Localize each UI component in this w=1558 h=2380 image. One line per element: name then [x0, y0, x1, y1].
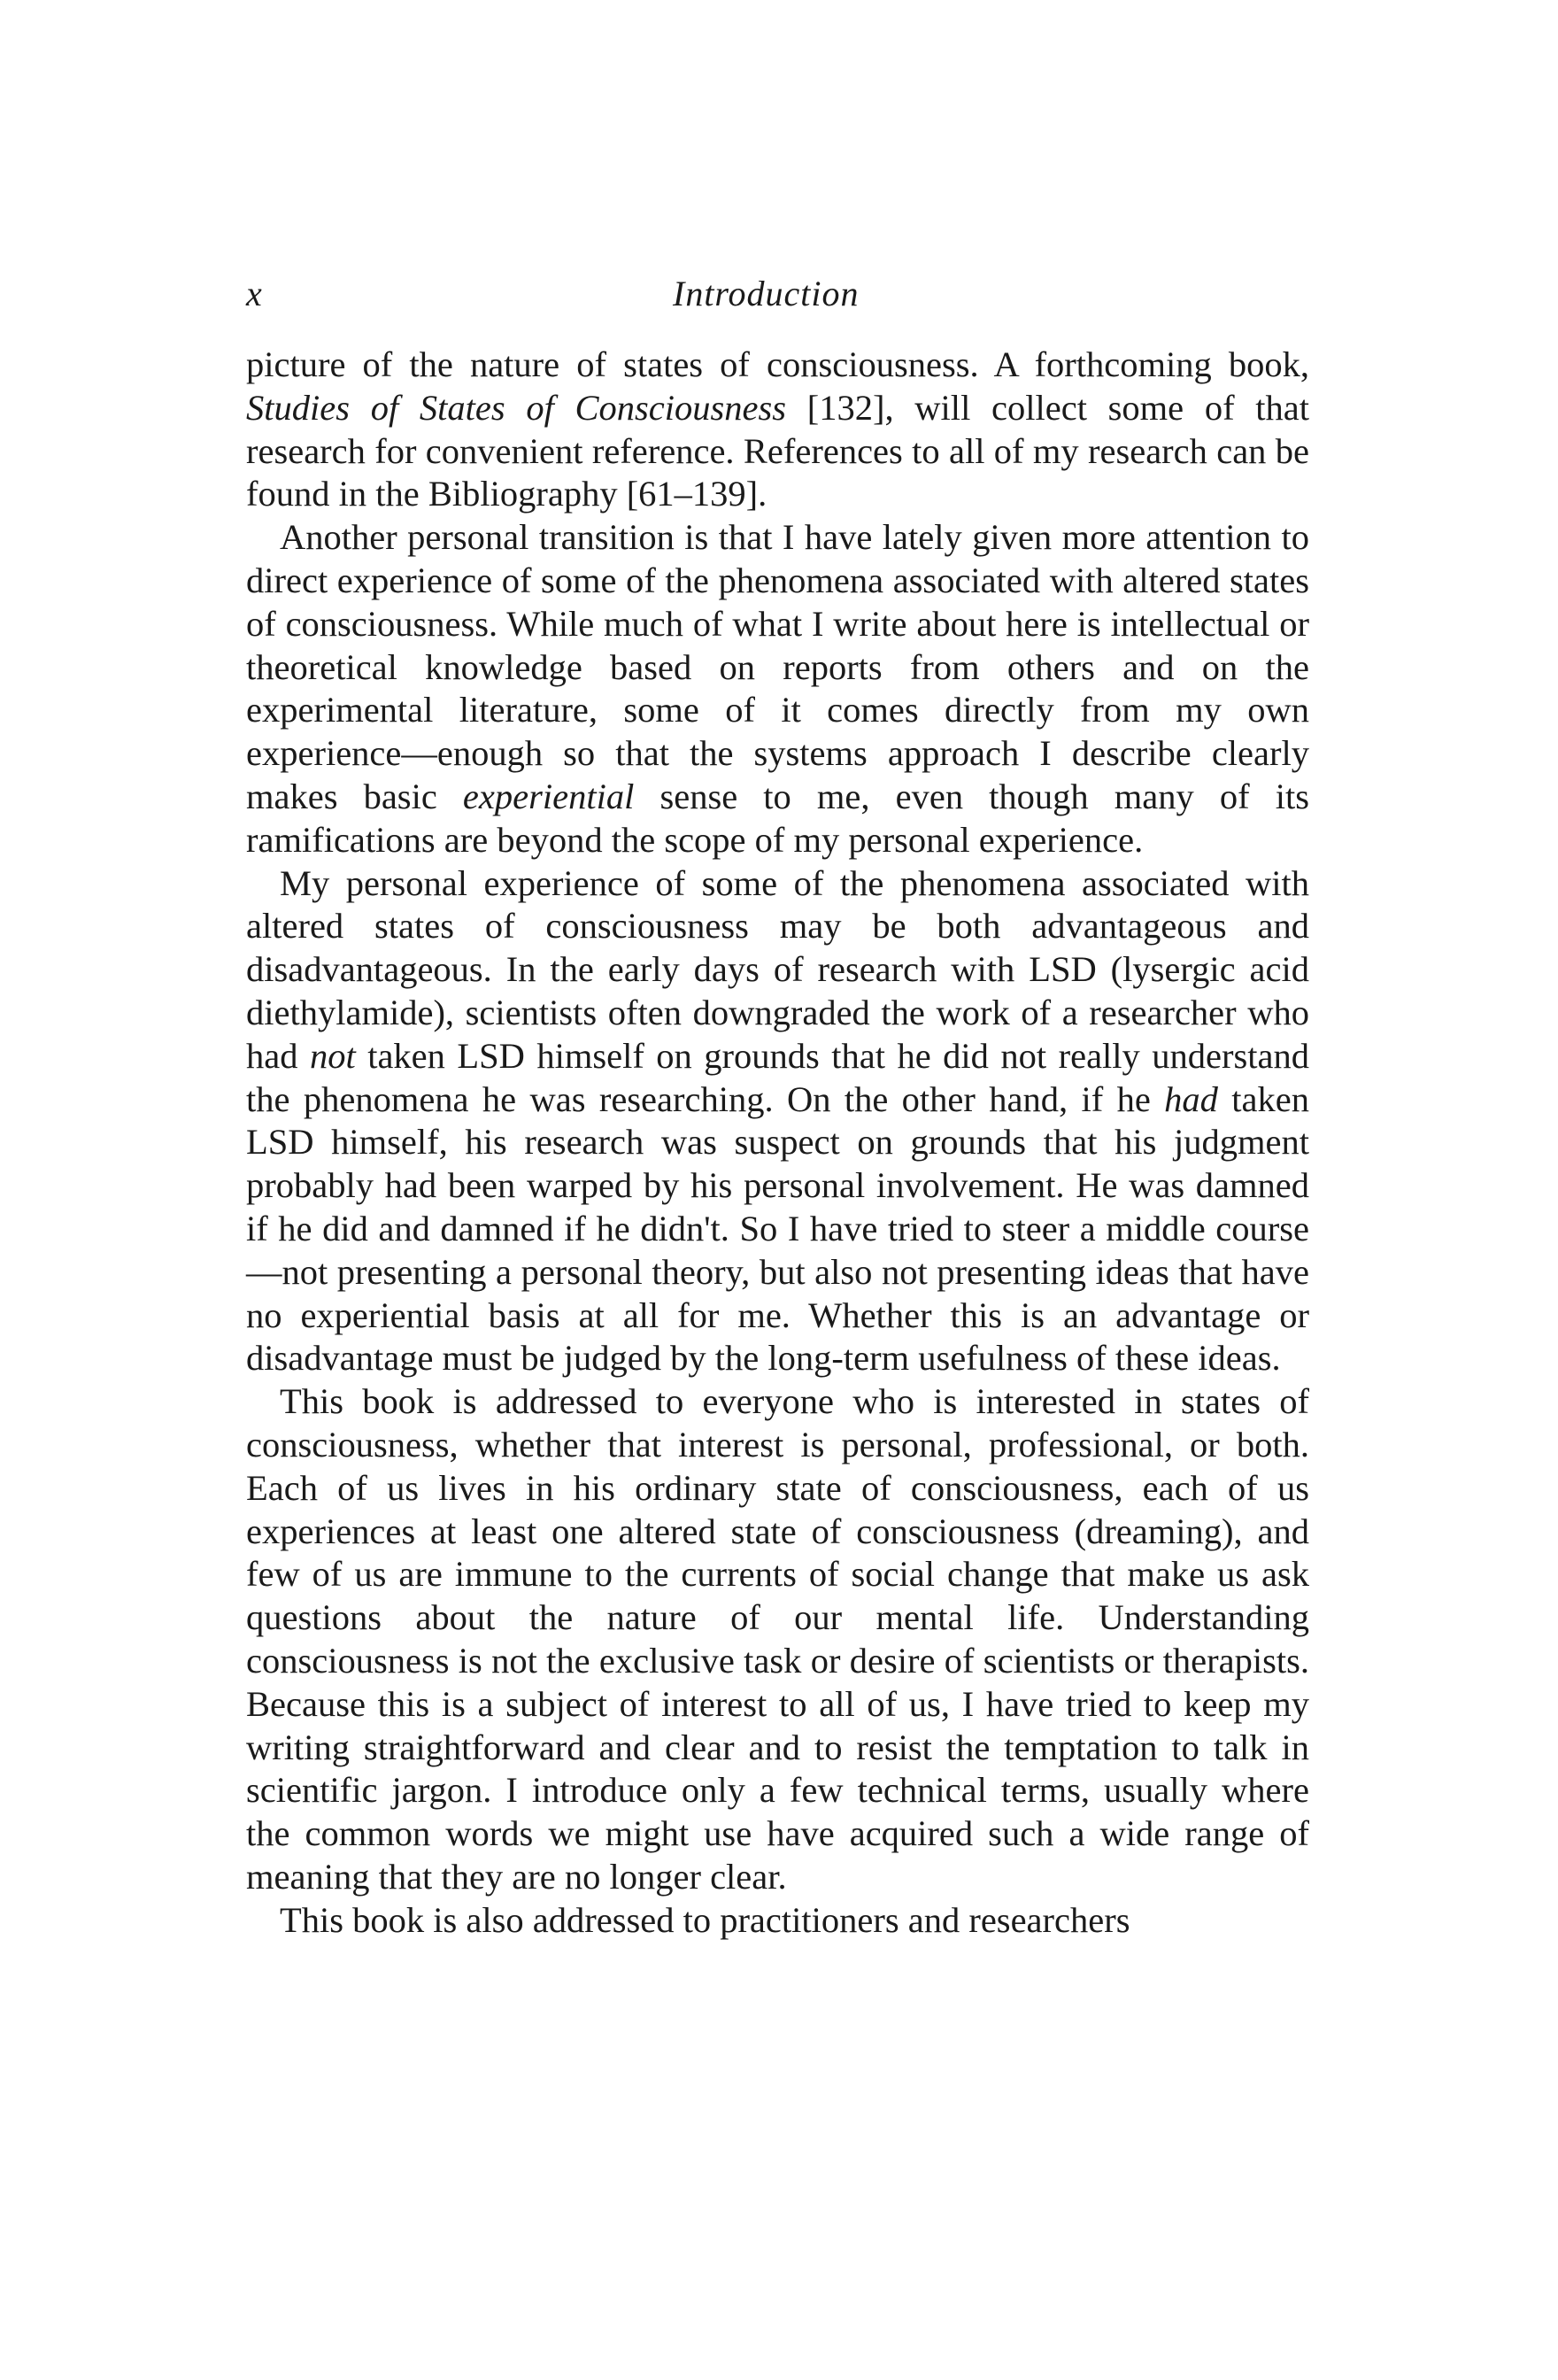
- text-run: taken LSD himself on grounds that he did not really understand the phenomena he was researching. On the other hand, if he: [246, 1035, 1309, 1119]
- paragraph-3: [246, 862, 1309, 1381]
- text-run: picture of the nature of states of consciousness. A forthcoming book,: [246, 344, 1309, 384]
- paragraph-4: [246, 1380, 1309, 1899]
- emphasis-italic: experiential: [462, 776, 635, 816]
- paragraph-2: [246, 516, 1309, 862]
- running-head-title: Introduction: [673, 274, 860, 313]
- paragraph-1: [246, 344, 1309, 516]
- text-run: sense to me, even though many of its ramifications are beyond the scope of my personal experience.: [246, 776, 1309, 860]
- emphasis-italic: not: [309, 1035, 356, 1076]
- text-run: taken LSD himself, his research was suspect on grounds that his judgment probably had been warped by his personal involvement. He was damned if he did and damned if he didn't. So I have tried to steer a middle course—not presenting a personal theory, but also not presenting ideas that have no experiential basis at all for me. Whether this is an advantage or disadvantage must be judged by the long-term usefulness of these ideas.: [246, 1078, 1309, 1379]
- page-number: x: [246, 274, 262, 313]
- text-run: My personal experience of some of the phenomena associated with altered states of consciousness may be both advantageous and disadvantageous. In the early days of research with LSD (lysergic acid diethylamide), scientists often downgraded the work of a researcher who had: [246, 862, 1309, 1076]
- book-title-italic: Studies of States of Consciousness: [246, 387, 787, 428]
- text-run: This book is also addressed to practitioners and researchers: [280, 1899, 1130, 1940]
- body-text: [246, 344, 1309, 1942]
- text-run: [132], will collect some of that research for convenient reference. References to all of my research can be found in the Bibliography [61–139].: [246, 387, 1310, 514]
- running-head: [246, 267, 1308, 321]
- emphasis-italic: had: [1164, 1078, 1218, 1119]
- text-run: This book is addressed to everyone who is interested in states of consciousness, whether that interest is personal, professional, or both. Each of us lives in his ordinary state of consciousness, each of us experiences at least one altered state of consciousness (dreaming), and few of us are immune to the currents of social change that make us ask questions about the nature of our mental life. Understanding consciousness is not the exclusive task or desire of scientists or therapists. Because this is a subject of interest to all of us, I have tried to keep my writing straightforward and clear and to resist the temptation to talk in scientific jargon. I introduce only a few technical terms, usually where the common words we might use have acquired such a wide range of meaning that they are no longer clear.: [246, 1381, 1309, 1897]
- text-run: Another personal transition is that I have lately given more attention to direct experience of some of the phenomena associated with altered states of consciousness. While much of what I write about here is intellectual or theoretical knowledge based on reports from others and on the experimental literature, some of it comes directly from my own experience—enough so that the systems approach I describe clearly makes basic: [246, 517, 1309, 816]
- paragraph-5: [246, 1899, 1309, 1943]
